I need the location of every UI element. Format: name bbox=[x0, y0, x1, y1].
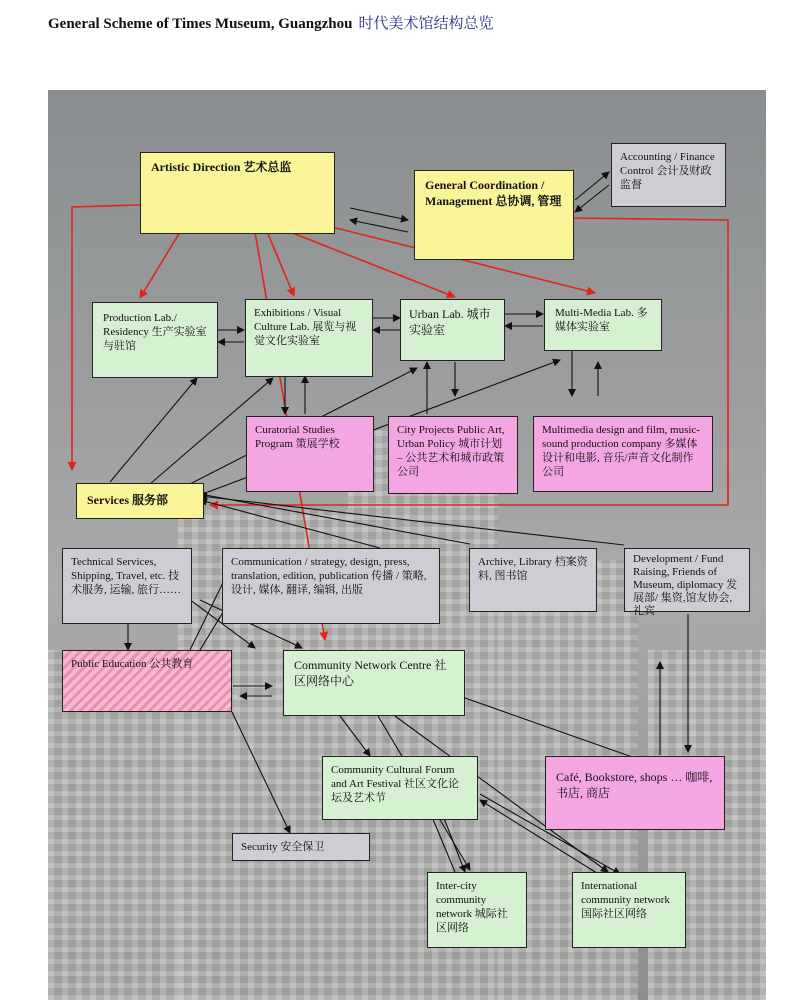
page-title-english: General Scheme of Times Museum, Guangzhou bbox=[48, 16, 353, 32]
black-connector bbox=[110, 378, 197, 482]
node-multimedia-lab: Multi-Media Lab. 多媒体实验室 bbox=[544, 299, 662, 351]
node-cafe: Café, Bookstore, shops … 咖啡, 书店, 商店 bbox=[545, 756, 725, 830]
node-community-network: Community Network Centre 社区网络中心 bbox=[283, 650, 465, 716]
node-artistic-direction: Artistic Direction 艺术总监 bbox=[140, 152, 335, 234]
black-connector bbox=[200, 496, 624, 545]
black-connector bbox=[350, 220, 408, 232]
node-accounting: Accounting / Finance Control 会计及财政监督 bbox=[611, 143, 726, 207]
node-general-coordination: General Coordination / Management 总协调, 管理 bbox=[414, 170, 574, 260]
node-exhibitions-lab: Exhibitions / Visual Culture Lab. 展览与视觉文化实验室 bbox=[245, 299, 373, 377]
node-communication: Communication / strategy, design, press, translation, edition, publication 传播 / 策略, 设计, 媒体, 翻译, 编辑, 出版 bbox=[222, 548, 440, 624]
page-title-chinese: 时代美术馆结构总览 bbox=[358, 16, 494, 32]
node-public-education: Public Education 公共教育 bbox=[62, 650, 232, 712]
black-connector bbox=[232, 712, 290, 833]
node-security: Security 安全保卫 bbox=[232, 833, 370, 861]
node-multimedia-design: Multimedia design and film, music-sound production company 多媒体设计和电影, 音乐/声音文化制作公司 bbox=[533, 416, 713, 492]
red-connector bbox=[268, 234, 294, 296]
node-urban-lab: Urban Lab. 城市实验室 bbox=[400, 299, 505, 361]
red-connector bbox=[140, 232, 180, 298]
black-connector bbox=[350, 208, 408, 220]
node-services: Services 服务部 bbox=[76, 483, 204, 519]
black-connector bbox=[340, 716, 370, 756]
black-connector bbox=[200, 500, 380, 548]
node-city-projects: City Projects Public Art, Urban Policy 城市计划 – 公共艺术和城市政策公司 bbox=[388, 416, 518, 494]
node-community-forum: Community Cultural Forum and Art Festival 社区文化论坛及艺术节 bbox=[322, 756, 478, 820]
black-connector bbox=[575, 185, 609, 212]
node-archive: Archive, Library 档案资料, 图书馆 bbox=[469, 548, 597, 612]
black-connector bbox=[430, 812, 455, 872]
node-curatorial-studies: Curatorial Studies Program 策展学校 bbox=[246, 416, 374, 492]
node-production-lab: Production Lab./ Residency 生产实验室与驻馆 bbox=[92, 302, 218, 378]
black-connector bbox=[465, 698, 655, 765]
node-technical-services: Technical Services, Shipping, Travel, etc. 技术服务, 运输, 旅行…… bbox=[62, 548, 192, 624]
node-intercity: Inter-city community network 城际社区网络 bbox=[427, 872, 527, 948]
black-connector bbox=[575, 172, 609, 200]
node-development: Development / Fund Raising, Friends of Museum, diplomacy 发展部/ 集资,馆友协会, 礼宾 bbox=[624, 548, 750, 612]
node-international: International community network 国际社区网络 bbox=[572, 872, 686, 948]
